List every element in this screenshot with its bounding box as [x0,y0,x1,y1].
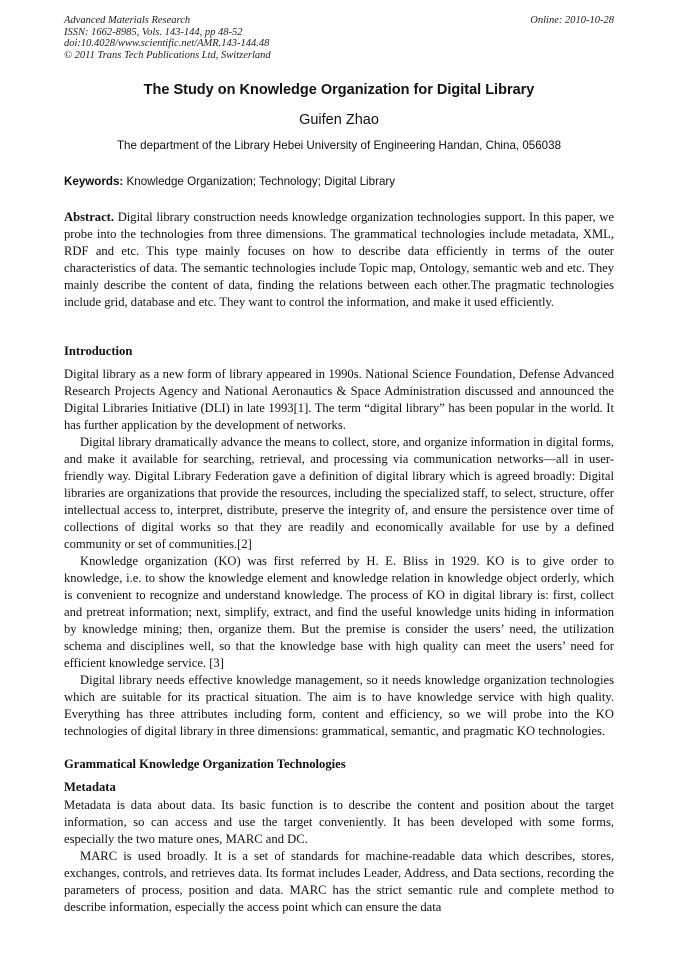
abstract-text: Digital library construction needs knowledge organization technologies support. In this paper, we probe into the technologies from three dimensions. The grammatical technologies include metadata, XML, RDF and etc. This type mainly focuses on how to describe data efficiently in terms of the outer characteristics of data. The semantic technologies include Topic map, Ontology, semantic web and etc. They mainly describe the content of data, finding the relations between each other.The pragmatic technologies include grid, database and etc. They want to control the information, and make it used efficiently. [64,210,614,309]
journal-name: Advanced Materials Research [64,15,191,26]
grammatical-heading: Grammatical Knowledge Organization Technologies [64,757,346,771]
issn-line: ISSN: 1662-8985, Vols. 143-144, pp 48-52 [64,26,243,38]
keywords-text: Knowledge Organization; Technology; Digital Library [126,175,396,188]
intro-paragraph-2: Digital library dramatically advance the means to collect, store, and organize information in digital forms, and make it available for searching, retrieval, and processing via communication networks—all in user-friendly way. Digital Library Federation gave a definition of digital library which is agreed broadly: Digital libraries are organizations that provide the resources, including the specialized staff, to select, structure, offer intellectual access to, interpret, distribute, preserve the integrity of, and ensure the persistence over time of collections of digital works so that they are readily and economically available for use by a defined community or set of communities.[2] [64,435,614,551]
copyright-line: © 2011 Trans Tech Publications Ltd, Switzerland [64,49,271,61]
journal-header [64,15,271,61]
author-name: Guifen Zhao [299,112,379,128]
paper-title: The Study on Knowledge Organization for Digital Library [143,82,535,98]
abstract [64,209,614,311]
intro-paragraph-3: Knowledge organization (KO) was first referred by H. E. Bliss in 1929. KO is to give order to knowledge, i.e. to show the knowledge element and knowledge relation in knowledge object orderly, which is convenient to recognize and understand knowledge. The process of KO in digital library is: first, collect and pretreat information; next, simplify, extract, and find the useful knowledge units hiding in information by knowledge mining; then, organize them. But the premise is consider the users’ need, the utilization schema and disciplines well, so that the knowledge base with high quality can meet the users’ need for efficient knowledge service. [3] [64,554,614,670]
online-date: Online: 2010-10-28 [530,15,614,26]
metadata-subheading: Metadata [64,780,116,794]
author-affiliation: The department of the Library Hebei University of Engineering Handan, China, 056038 [116,139,562,152]
introduction-body [64,366,614,740]
metadata-body [64,797,614,916]
intro-paragraph-1: Digital library as a new form of library appeared in 1990s. National Science Foundation, Defense Advanced Research Projects Agency and National Aeronautics & Space Administration discussed and announced the Digital Libraries Initiative (DLI) in late 1993[1]. The term “digital library” has been popular in the world. It has further application by the development of networks. [64,367,614,432]
keywords [64,175,614,188]
abstract-label: Abstract. [64,210,115,224]
metadata-paragraph-2: MARC is used broadly. It is a set of standards for machine-readable data which describes, stores, exchanges, controls, and retrieves data. Its format includes Leader, Address, and Data sections, recording the parameters of process, position and data. MARC has the strict semantic rule and complete method to describe information, especially the access point which can ensure the data [64,849,614,914]
keywords-label: Keywords: [64,175,124,188]
introduction-heading: Introduction [64,344,133,358]
metadata-paragraph-1: Metadata is data about data. Its basic function is to describe the content and position about the target information, so can access and use the target conveniently. It has been developed with some forms, especially the two mature ones, MARC and DC. [64,798,614,846]
doi-line: doi:10.4028/www.scientific.net/AMR.143-144.48 [64,38,270,49]
intro-paragraph-4: Digital library needs effective knowledge management, so it needs knowledge organization technologies which are suitable for its practical situation. The aim is to have knowledge service with high quality. Everything has three attributes including form, content and efficiency, so we will probe into the KO technologies of digital library in three dimensions: grammatical, semantic, and pragmatic KO technologies. [64,673,614,738]
